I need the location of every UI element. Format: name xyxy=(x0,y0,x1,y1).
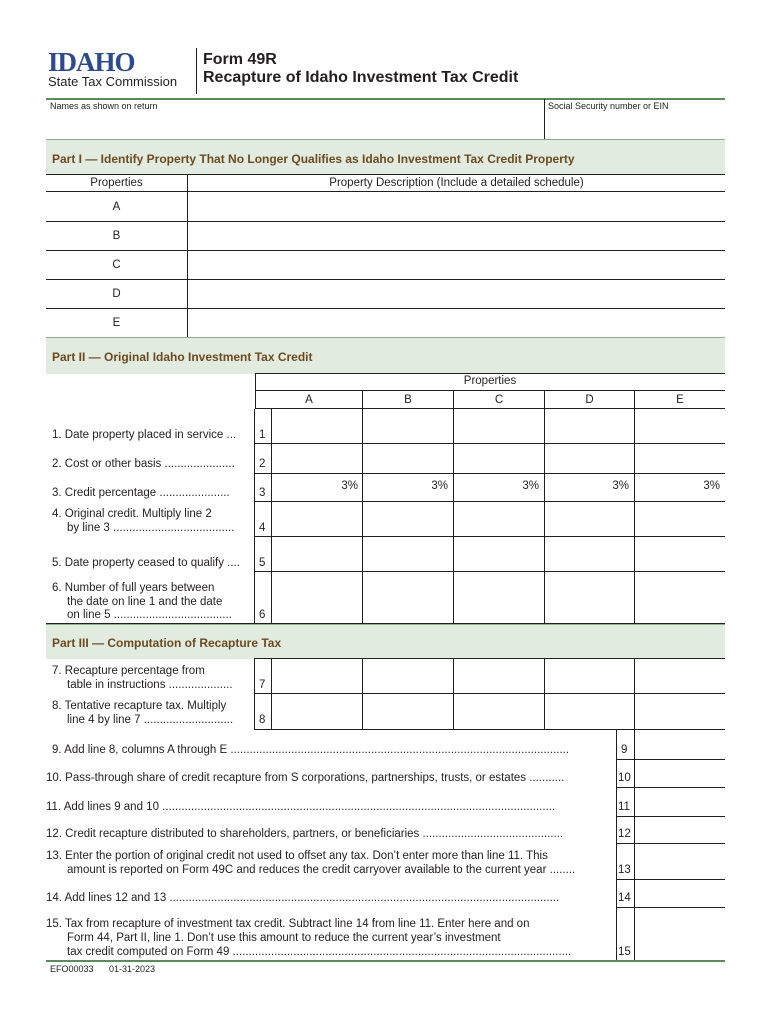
agency-name: State Tax Commission xyxy=(48,74,178,89)
line6-number: 6 xyxy=(259,609,266,621)
line10-number: 10 xyxy=(618,772,631,784)
line12-number: 12 xyxy=(618,828,631,840)
part1-col-description: Property Description (Include a detailed schedule) xyxy=(329,177,584,189)
line5-label: 5. Date property ceased to qualify .... xyxy=(52,557,240,569)
line14-number: 14 xyxy=(618,892,631,904)
line7-label-cont: table in instructions .................... xyxy=(67,679,233,691)
form-number: Form 49R xyxy=(203,51,277,68)
names-field[interactable] xyxy=(46,113,543,139)
part2-properties-label: Properties xyxy=(463,375,517,387)
part1-title: Part I — Identify Property That No Longer Qualifies as Idaho Investment Tax Credit Property xyxy=(52,152,575,166)
line3-value-c: 3% xyxy=(522,480,539,492)
header-rule xyxy=(46,98,725,100)
line4-number: 4 xyxy=(259,522,266,534)
form-title: Recapture of Idaho Investment Tax Credit xyxy=(203,69,519,86)
line7-number: 7 xyxy=(259,679,266,691)
line15-number: 15 xyxy=(618,946,631,958)
line7-label: 7. Recapture percentage from xyxy=(52,665,205,677)
part1-row-label: C xyxy=(112,259,121,271)
form-date: 01-31-2023 xyxy=(109,964,156,974)
part1-desc-field[interactable] xyxy=(188,192,725,220)
line2-number: 2 xyxy=(259,458,266,470)
line3-value-e: 3% xyxy=(703,480,720,492)
line3-number: 3 xyxy=(259,487,266,499)
part2-col-e: E xyxy=(676,394,684,406)
line4-label: 4. Original credit. Multiply line 2 xyxy=(52,508,212,520)
line11-label: 11. Add lines 9 and 10 ........................................................................................................................... xyxy=(46,801,556,813)
part1-row-label: D xyxy=(112,288,121,300)
line2-label: 2. Cost or other basis ...................... xyxy=(52,458,235,470)
part3-header xyxy=(46,624,725,659)
line8-label-cont: line 4 by line 7 ............................ xyxy=(67,714,234,726)
names-label: Names as shown on return xyxy=(50,101,158,111)
line13-number: 13 xyxy=(618,864,631,876)
line3-value-b: 3% xyxy=(431,480,448,492)
part3-title: Part III — Computation of Recapture Tax xyxy=(52,636,282,650)
line6-label-cont: the date on line 1 and the date xyxy=(67,596,223,608)
line15-label-cont: Form 44, Part II, line 1. Don’t use this amount to reduce the current year’s investment xyxy=(67,932,501,944)
line9-amount-field[interactable] xyxy=(635,730,725,759)
line4-label-cont: by line 3 ...................................... xyxy=(67,522,235,534)
line11-number: 11 xyxy=(618,801,630,813)
part1-col-properties: Properties xyxy=(90,177,143,189)
line6-label: 6. Number of full years between xyxy=(52,582,215,594)
line9-label: 9. Add line 8, columns A through E .......................................................................................................... xyxy=(52,744,570,756)
header-divider xyxy=(196,48,197,94)
line3-value-d: 3% xyxy=(612,480,629,492)
part1-desc-field[interactable] xyxy=(188,251,725,279)
line1-number: 1 xyxy=(259,429,266,441)
line14-label: 14. Add lines 12 and 13 .......................................................................................................................... xyxy=(46,892,560,904)
ssn-field[interactable] xyxy=(545,113,725,139)
part1-desc-field[interactable] xyxy=(188,280,725,308)
part1-desc-field[interactable] xyxy=(188,222,725,250)
line15-amount-field[interactable] xyxy=(635,908,725,960)
part1-header xyxy=(46,139,725,174)
form-code: EFO00033 xyxy=(50,964,94,974)
line10-label: 10. Pass-through share of credit recapture from S corporations, partnerships, trusts, or estates ........... xyxy=(46,772,565,784)
part2-header xyxy=(46,337,725,374)
line11-amount-field[interactable] xyxy=(635,788,725,816)
logo-text: IDAHO xyxy=(48,47,135,77)
line1-label: 1. Date property placed in service ... xyxy=(52,429,237,441)
part1-row-label: E xyxy=(112,317,121,329)
line3-label: 3. Credit percentage ...................... xyxy=(52,487,230,499)
idaho-logo xyxy=(46,47,196,95)
line3-value-a: 3% xyxy=(341,480,358,492)
line13-amount-field[interactable] xyxy=(635,844,725,879)
line9-number: 9 xyxy=(621,744,628,756)
line8-number: 8 xyxy=(259,714,266,726)
line12-amount-field[interactable] xyxy=(635,817,725,843)
part2-col-d: D xyxy=(585,394,594,406)
line13-label: 13. Enter the portion of original credit not used to offset any tax. Don’t enter more than line 11. This xyxy=(46,850,548,862)
line13-label-cont: amount is reported on Form 49C and reduces the credit carryover available to the current year ........ xyxy=(67,864,576,876)
part2-title: Part II — Original Idaho Investment Tax Credit xyxy=(52,350,313,364)
footer-rule xyxy=(46,960,725,962)
part2-col-a: A xyxy=(305,394,313,406)
line10-amount-field[interactable] xyxy=(635,760,725,787)
line15-label: 15. Tax from recapture of investment tax credit. Subtract line 14 from line 11. Enter here and on xyxy=(46,918,530,930)
part1-row-label: A xyxy=(112,201,121,213)
part2-col-b: B xyxy=(404,394,412,406)
ssn-label: Social Security number or EIN xyxy=(548,101,669,111)
line15-label-cont2: tax credit computed on Form 49 .......................................................................................................... xyxy=(67,946,572,958)
line5-number: 5 xyxy=(259,557,266,569)
line12-label: 12. Credit recapture distributed to shareholders, partners, or beneficiaries ............................................ xyxy=(46,828,564,840)
part2-col-c: C xyxy=(494,394,504,406)
line14-amount-field[interactable] xyxy=(635,880,725,907)
line6-label-cont2: on line 5 ..................................... xyxy=(67,609,232,621)
line8-label: 8. Tentative recapture tax. Multiply xyxy=(52,700,227,712)
part1-desc-field[interactable] xyxy=(188,309,725,337)
part1-row-label: B xyxy=(112,230,121,242)
